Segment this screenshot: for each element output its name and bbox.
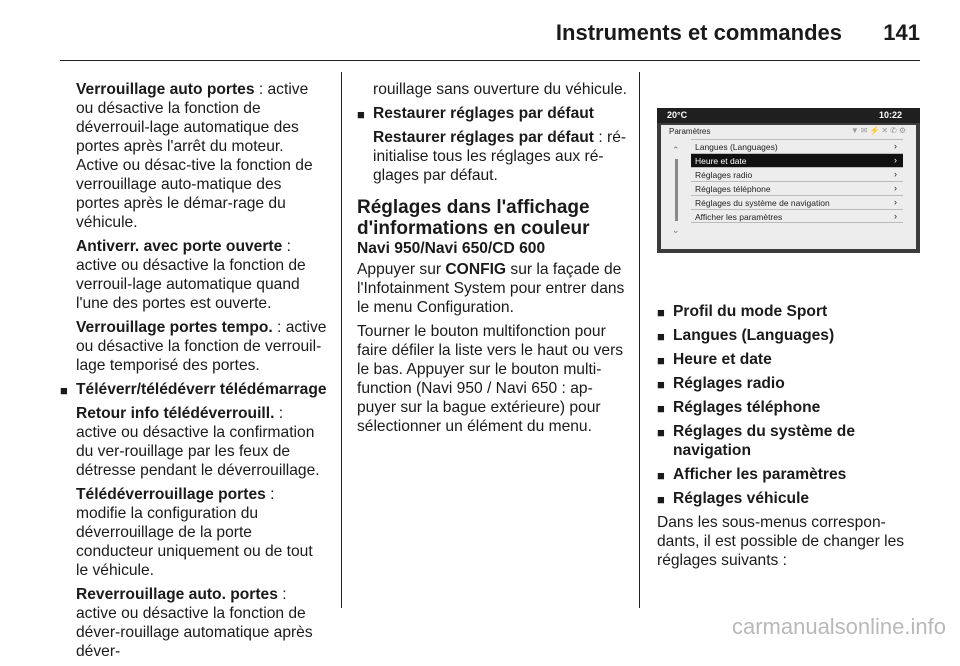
screen-clock: 10:22: [878, 110, 902, 120]
bullet-square-icon: ■: [657, 492, 665, 507]
paragraph-restaurer: Restaurer réglages par défaut : ré-initialise tous les réglages aux ré-glages par défaut.: [373, 129, 627, 184]
list-item: ■ Réglages radio: [657, 375, 785, 392]
paragraph-antiverr: Antiverr. avec porte ouverte : active ou désactive la fonction de verrouil-lage automatique quand l'une des portes est ouverte.: [76, 238, 306, 312]
screen-temperature: 20°C: [667, 110, 688, 120]
bullet-square-icon: ■: [657, 377, 665, 392]
section-subheading: Navi 950/Navi 650/CD 600: [357, 240, 546, 257]
screen-menu-item: Langues (Languages) ›: [691, 139, 903, 153]
bullet-square-icon: ■: [657, 329, 665, 344]
chevron-right-icon: ›: [894, 169, 897, 179]
bullet-televerr: ■ Téléverr/télédéverr télédémarrage: [60, 381, 327, 398]
column-1: [60, 80, 328, 666]
scroll-down-icon: ⌄: [672, 225, 680, 235]
paragraph-verrouillage-auto: Verrouillage auto portes : active ou désactive la fonction de déverrouil-lage automatique des portes après l'arrêt du moteur. Active ou désac-tive la fonction de verrouillage auto-matique des portes après le démar-rage du véhicule.: [76, 81, 313, 231]
screen-settings-panel: [661, 125, 916, 249]
list-item: ■ Réglages du système de navigation: [657, 423, 856, 459]
bullet-square-icon: ■: [60, 383, 68, 398]
scroll-up-icon: ⌃: [672, 145, 680, 155]
column-divider-1: [341, 72, 342, 608]
section-heading: Réglages dans l'affichage d'informations en couleur: [357, 197, 590, 239]
chevron-right-icon: ›: [894, 141, 897, 151]
screen-menu-item: Réglages téléphone ›: [691, 181, 903, 195]
paragraph-continuation: rouillage sans ouverture du véhicule.: [373, 81, 627, 98]
screen-scrollbar: [675, 159, 678, 221]
screen-status-icons: ▼✉⚡✕✆⚙: [850, 126, 908, 135]
list-item: ■ Réglages téléphone: [657, 399, 821, 416]
page-header-title: Instruments et commandes: [555, 20, 842, 45]
screen-menu-item: Afficher les paramètres ›: [691, 209, 903, 223]
column-3: [657, 302, 925, 575]
column-divider-2: [639, 72, 640, 608]
bullet-square-icon: ■: [657, 353, 665, 368]
page-number: 141: [883, 20, 920, 45]
paragraph-retour-info: Retour info télédéverrouill. : active ou désactive la confirmation du ver-rouillage par les feux de détresse pendant le déverrouillage.: [76, 405, 320, 479]
screen-menu-item: Réglages radio ›: [691, 167, 903, 181]
list-item: ■ Profil du mode Sport: [657, 303, 828, 320]
bullet-restaurer: ■ Restaurer réglages par défaut: [357, 105, 594, 122]
paragraph-teledeverrouillage: Télédéverrouillage portes : modifie la configuration du déverrouillage de la porte conducteur uniquement ou de tout le véhicule.: [76, 486, 313, 579]
paragraph-config: Appuyer sur CONFIG sur la façade de l'Infotainment System pour entrer dans le menu Configuration.: [357, 261, 625, 316]
column-2: [357, 80, 627, 441]
list-item: ■ Langues (Languages): [657, 327, 835, 344]
paragraph-tourner: Tourner le bouton multifonction pour faire défiler la liste vers le haut ou vers le bas. Appuyer sur le bouton multi-function (Navi 950 / Navi 650 : ap-puyer sur la bague extérieure) pour sélectionner un élément du menu.: [357, 323, 624, 435]
watermark: carmanualsonline.info: [731, 614, 946, 639]
paragraph-verrouillage-tempo: Verrouillage portes tempo. : active ou désactive la fonction de verrouil-lage temporisé des portes.: [76, 319, 327, 374]
screen-title: Paramètres: [669, 127, 711, 136]
chevron-right-icon: ›: [894, 155, 897, 165]
paragraph-closing: Dans les sous-menus correspon-dants, il est possible de changer les réglages suivants :: [657, 514, 905, 569]
bullet-square-icon: ■: [657, 305, 665, 320]
screen-status-bar: [657, 108, 920, 123]
screen-menu-item-selected: Heure et date ›: [691, 153, 903, 167]
infotainment-screenshot: [657, 108, 920, 253]
list-item: ■ Réglages véhicule: [657, 490, 810, 507]
page-header: [0, 0, 960, 60]
list-item: ■ Afficher les paramètres: [657, 466, 847, 483]
paragraph-reverrouillage: Reverrouillage auto. portes : active ou désactive la fonction de déver-rouillage automatique après déver-: [76, 586, 313, 660]
header-rule: [60, 60, 920, 61]
bullet-square-icon: ■: [657, 468, 665, 483]
bullet-square-icon: ■: [657, 425, 665, 440]
bullet-square-icon: ■: [657, 401, 665, 416]
chevron-right-icon: ›: [894, 197, 897, 207]
screen-menu-item: Réglages du système de navigation ›: [691, 195, 903, 209]
chevron-right-icon: ›: [894, 211, 897, 221]
list-item: ■ Heure et date: [657, 351, 772, 368]
bullet-square-icon: ■: [357, 107, 365, 122]
chevron-right-icon: ›: [894, 183, 897, 193]
